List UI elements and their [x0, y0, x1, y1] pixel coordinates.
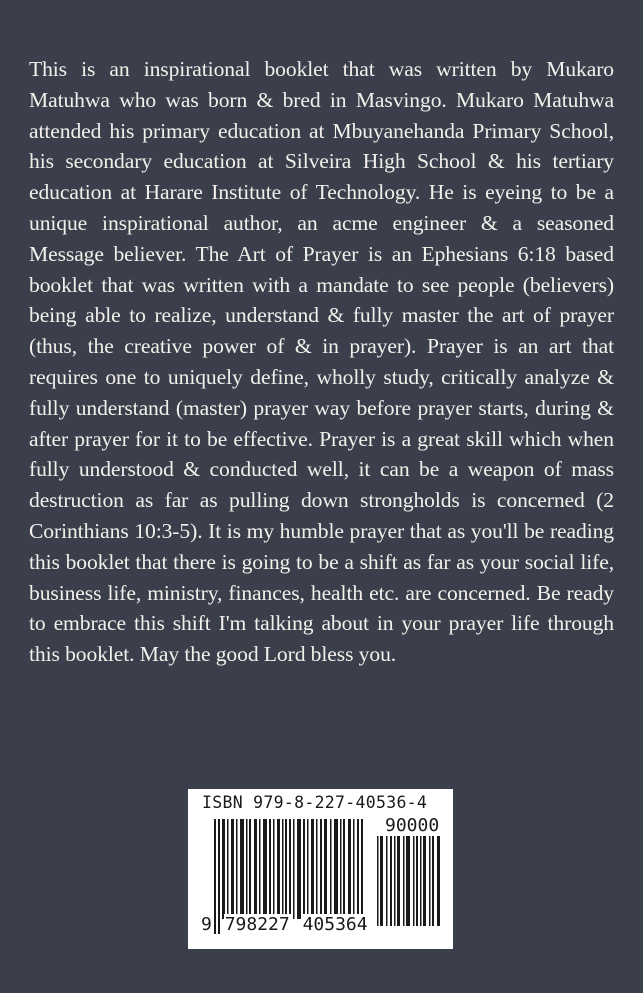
- ean-first-digit: 9: [201, 914, 212, 935]
- isbn-barcode: [188, 789, 453, 949]
- ean-group-right: 405364: [302, 914, 368, 935]
- addon-barcode-bars: [377, 836, 443, 926]
- ean-group-left: 798227: [224, 914, 290, 935]
- price-addon-code: 90000: [385, 815, 440, 836]
- back-cover-blurb: This is an inspirational booklet that was written by Mukaro Matuhwa who was born & bred in Masvingo. Mukaro Matuhwa attended his primary education at Mbuyanehanda Primary School, his secondary education at Silveira High School & his tertiary education at Harare Institute of Technology. He is eyeing to be a unique inspirational author, an acme engineer & a seasoned Message believer. The Art of Prayer is an Ephesians 6:18 based booklet that was written with a mandate to see people (believers) being able to realize, understand & fully master the art of prayer (thus, the creative power of & in prayer). Prayer is an art that requires one to uniquely define, wholly study, critically analyze & fully understand (master) prayer way before prayer starts, during & after prayer for it to be effective. Prayer is a great skill which when fully understood & conducted well, it can be a weapon of mass destruction as far as pulling down strongholds is concerned (2 Corinthians 10:3-5). It is my humble prayer that as you'll be reading this booklet that there is going to be a shift as far as your social life, business life, ministry, finances, health etc. are concerned. Be ready to embrace this shift I'm talking about in your prayer life through this booklet. May the good Lord bless you.: [29, 57, 614, 667]
- ean-digits: [200, 914, 369, 935]
- isbn-label: ISBN 979-8-227-40536-4: [202, 793, 428, 812]
